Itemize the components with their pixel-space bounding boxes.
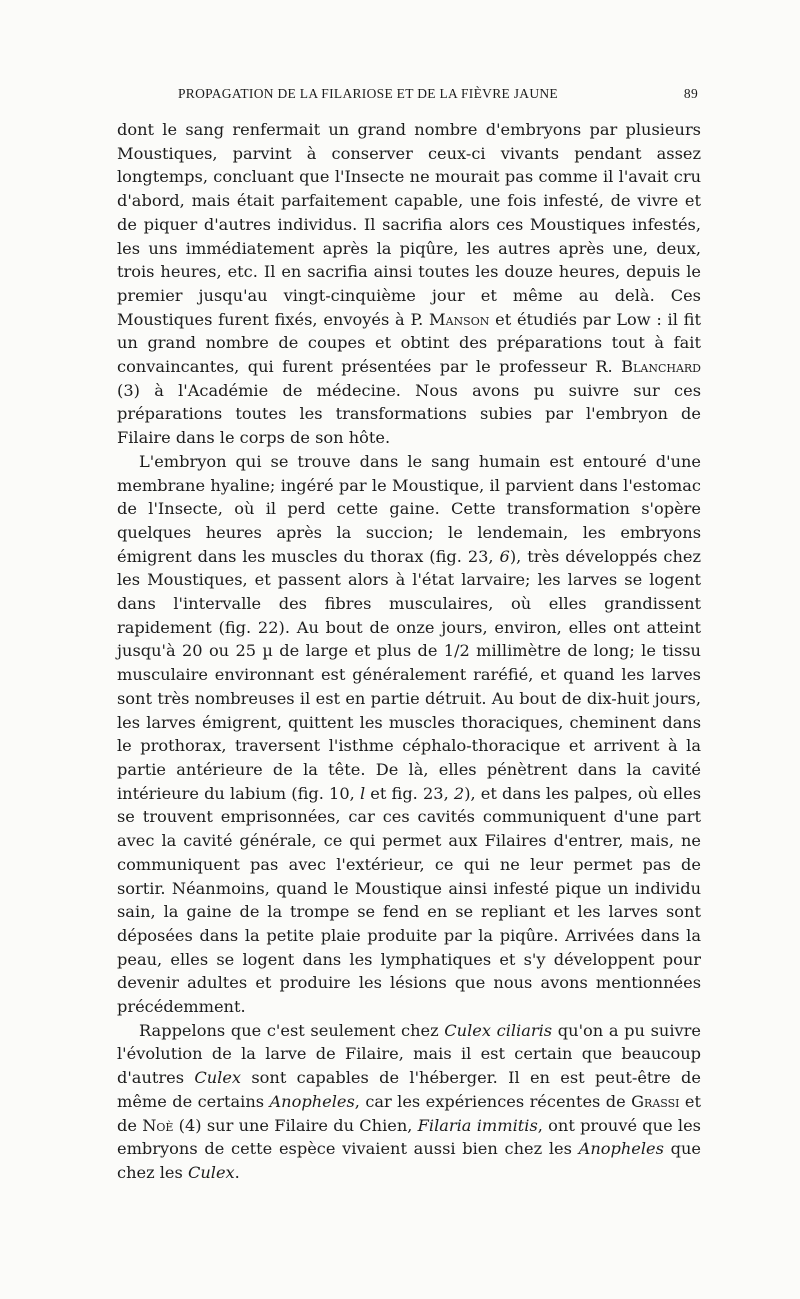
p1-text-b: et étudiés par Low : il fit un grand nombre de coupes et obtint des préparations tout à fait convaincantes, qui furent présentées par le professeur R. [117, 309, 701, 377]
p3-text-j: . [234, 1162, 240, 1182]
species-filaria-immitis: Filaria immitis [417, 1115, 538, 1135]
author-grassi: Grassi [631, 1091, 680, 1111]
p1-text-c: (3) à l'Académie de médecine. Nous avons pu suivre sur ces préparations toutes les transformations subies par l'embryon de Filaire dans le corps de son hôte. [117, 380, 701, 448]
author-manson: Manson [429, 309, 490, 329]
genus-culex: Culex [194, 1068, 242, 1088]
page-number: 89 [683, 86, 698, 101]
p3-text-d: , car les expériences récentes de [354, 1091, 632, 1111]
p2-text-b: ), très développés chez les Moustiques, et passent alors à l'état larvaire; les larves se logent dans l'intervalle des fibres musculaires, où elles grandissent rapidement (fig. 22). Au bout de onze jours, environ, elles ont atteint jusqu'à 20 ou 25 µ de large et plus de 1/2 millimètre de long; le tissu musculaire environnant est généralement raréfié, et quand les larves sont très nombreuses il est en partie détruit. Au bout de dix-huit jours, les larves émigrent, quittent les muscles thoraciques, cheminent dans le prothorax, traversent l'isthme céphalo-thoracique et arrivent à la partie antérieure de la tête. De là, elles pénètrent dans la cavité intérieure du labium (fig. 10, [117, 546, 702, 803]
p2-text-c: et fig. 23, [365, 783, 454, 803]
author-noe: Noè [142, 1115, 174, 1135]
p3-text-g: , ont prouvé que les embryons de cette espèce vivaient aussi bien chez les [117, 1115, 701, 1159]
p3-text-c: sont capables de l'héberger. Il en est peut-être de même de certains [117, 1068, 701, 1111]
author-blanchard: Blanchard [621, 357, 701, 377]
genus-culex-2: Culex [187, 1162, 235, 1182]
p3-text-e: et de [117, 1091, 701, 1135]
genus-anopheles: Anopheles [269, 1091, 355, 1111]
species-culex-ciliaris: Culex ciliaris [444, 1020, 553, 1040]
paragraph-1 [117, 118, 701, 450]
body-text [117, 118, 701, 1185]
p2-fig-ref-1: 6 [499, 546, 510, 566]
paragraph-2 [117, 450, 701, 1019]
p3-text-a: Rappelons que c'est seulement chez [139, 1020, 445, 1040]
p2-text-d: ), et dans les palpes, où elles se trouvent emprisonnées, car ces cavités communiquent d'une part avec la cavité générale, ce qui permet aux Filaires d'entrer, mais, ne communiquent pas avec l'extérieur, ce qui ne leur permet pas de sortir. Néanmoins, quand le Moustique ainsi infesté pique un individu sain, la gaine de la trompe se fend en se repliant et les larves sont déposées dans la petite plaie produite par la piqûre. Arrivées dans la peau, elles se logent dans les lymphatiques et s'y développent pour devenir adultes et produire les lésions que nous avons mentionnées précédemment. [117, 783, 701, 1017]
paragraph-3 [117, 1019, 701, 1185]
genus-anopheles-2: Anopheles [578, 1139, 664, 1159]
p2-text-a: L'embryon qui se trouve dans le sang humain est entouré d'une membrane hyaline; ingéré par le Moustique, il parvient dans l'estomac de l'Insecte, où il perd cette gaine. Cette transformation s'opère quelques heures après la succion; le lendemain, les embryons émigrent dans les muscles du thorax (fig. 23, [117, 451, 701, 566]
p3-text-h: que chez les [117, 1139, 702, 1182]
p3-text-b: qu'on a pu suivre l'évolution de la larve de Filaire, mais il est certain que beaucoup d'autres [117, 1020, 701, 1088]
p1-text-a: dont le sang renfermait un grand nombre d'embryons par plusieurs Moustiques, parvint à conserver ceux-ci vivants pendant assez longtemps, concluant que l'Insecte ne mourait pas comme il l'avait cru d'abord, mais était parfaitement capable, une fois infesté, de vivre et de piquer d'autres individus. Il sacrifia alors ces Moustiques infestés, les uns immédiatement après la piqûre, les autres après une, deux, trois heures, etc. Il en sacrifia ainsi toutes les douze heures, depuis le premier jusqu'au vingt-cinquième jour et même au delà. Ces Moustiques furent fixés, envoyés à P. [117, 120, 701, 329]
running-title: PROPAGATION DE LA FILARIOSE ET DE LA FIÈVRE JAUNE [178, 86, 558, 101]
p3-text-f: (4) sur une Filaire du Chien, [173, 1115, 418, 1135]
p2-fig-ref-3: 2 [453, 783, 465, 803]
p2-fig-ref-2: l [359, 783, 366, 803]
